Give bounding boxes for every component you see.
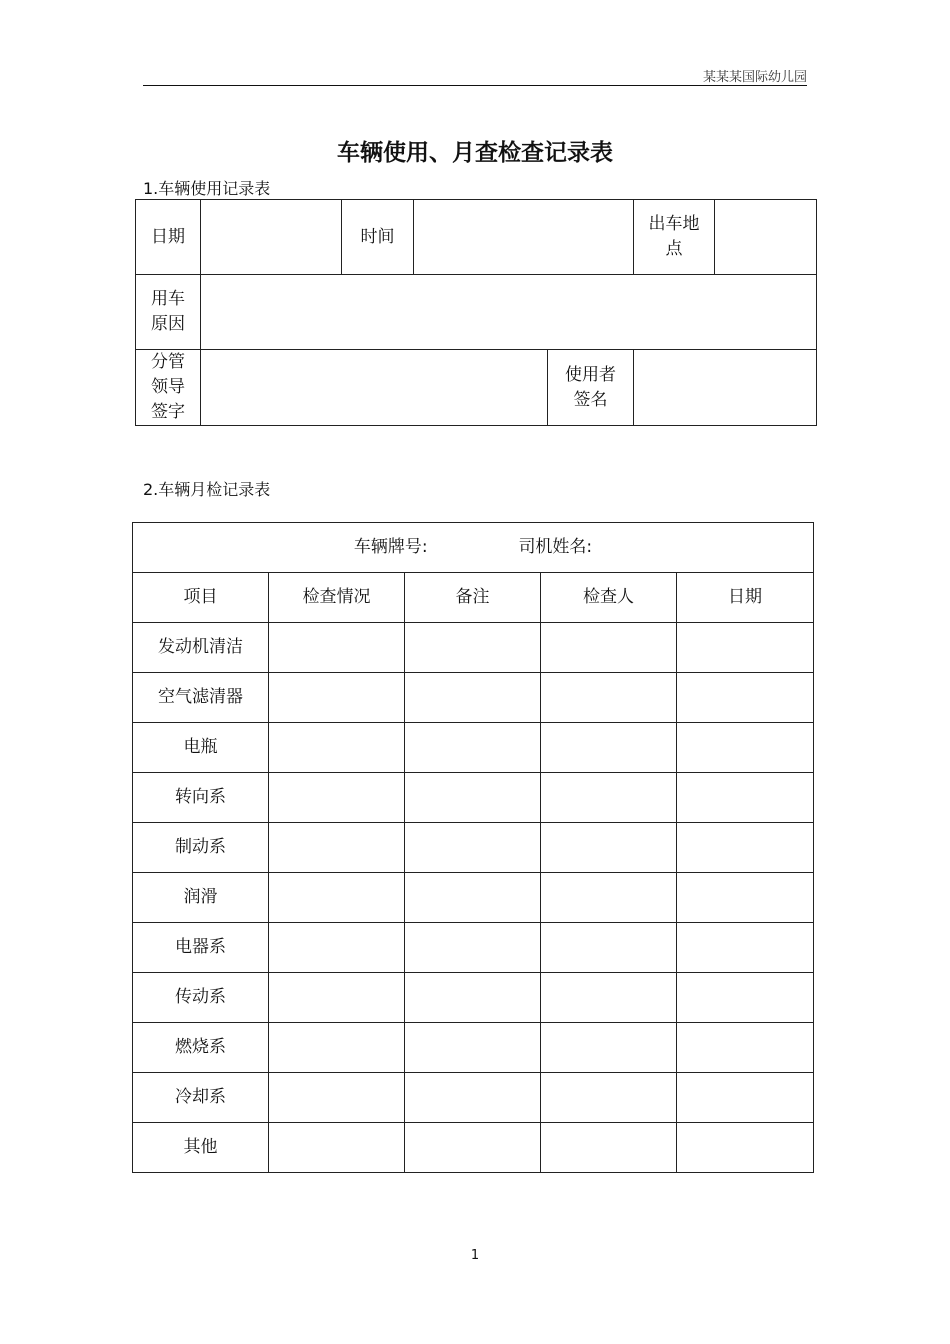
check-item-label: 转向系 <box>133 773 269 823</box>
usage-record-table <box>135 199 817 426</box>
date-field[interactable] <box>201 200 342 275</box>
check-item-label: 其他 <box>133 1123 269 1173</box>
entry-cell[interactable] <box>677 973 814 1023</box>
table-row <box>133 673 814 723</box>
entry-cell[interactable] <box>405 1023 541 1073</box>
column-header: 检查情况 <box>269 573 405 623</box>
organization-name: 某某某国际幼儿园 <box>702 70 807 85</box>
entry-cell[interactable] <box>677 723 814 773</box>
entry-cell[interactable] <box>541 973 677 1023</box>
entry-cell[interactable] <box>541 923 677 973</box>
user-sign-field[interactable] <box>634 350 817 426</box>
entry-cell[interactable] <box>541 723 677 773</box>
entry-cell[interactable] <box>541 1123 677 1173</box>
table-header-row <box>133 573 814 623</box>
table-row <box>133 823 814 873</box>
entry-cell[interactable] <box>405 873 541 923</box>
usage-section-title: 1.车辆使用记录表 <box>143 179 271 198</box>
entry-cell[interactable] <box>677 623 814 673</box>
entry-cell[interactable] <box>541 623 677 673</box>
entry-cell[interactable] <box>269 623 405 673</box>
reason-label: 用车原因 <box>136 275 201 350</box>
entry-cell[interactable] <box>269 973 405 1023</box>
entry-cell[interactable] <box>269 723 405 773</box>
entry-cell[interactable] <box>405 673 541 723</box>
column-header: 备注 <box>405 573 541 623</box>
entry-cell[interactable] <box>677 673 814 723</box>
leader-sign-field[interactable] <box>201 350 548 426</box>
entry-cell[interactable] <box>677 923 814 973</box>
entry-cell[interactable] <box>269 1073 405 1123</box>
entry-cell[interactable] <box>677 1023 814 1073</box>
table-row <box>133 723 814 773</box>
entry-cell[interactable] <box>269 773 405 823</box>
table-row <box>133 1023 814 1073</box>
entry-cell[interactable] <box>269 1023 405 1073</box>
entry-cell[interactable] <box>677 773 814 823</box>
entry-cell[interactable] <box>269 823 405 873</box>
entry-cell[interactable] <box>541 1023 677 1073</box>
entry-cell[interactable] <box>677 1123 814 1173</box>
date-label: 日期 <box>136 200 201 275</box>
table-row <box>133 923 814 973</box>
entry-cell[interactable] <box>541 1073 677 1123</box>
monthly-check-table <box>132 522 814 1173</box>
entry-cell[interactable] <box>405 773 541 823</box>
column-header: 项目 <box>133 573 269 623</box>
entry-cell[interactable] <box>405 973 541 1023</box>
check-item-label: 润滑 <box>133 873 269 923</box>
table-row <box>133 973 814 1023</box>
entry-cell[interactable] <box>269 923 405 973</box>
plate-label: 车辆牌号: <box>353 537 428 557</box>
entry-cell[interactable] <box>677 1073 814 1123</box>
entry-cell[interactable] <box>405 1073 541 1123</box>
check-item-label: 冷却系 <box>133 1073 269 1123</box>
entry-cell[interactable] <box>541 823 677 873</box>
check-item-label: 传动系 <box>133 973 269 1023</box>
column-header: 检查人 <box>541 573 677 623</box>
time-field[interactable] <box>414 200 634 275</box>
page-number: 1 <box>470 1248 480 1263</box>
entry-cell[interactable] <box>541 673 677 723</box>
check-item-label: 空气滤清器 <box>133 673 269 723</box>
table-row <box>133 873 814 923</box>
entry-cell[interactable] <box>405 1123 541 1173</box>
table-row <box>133 1123 814 1173</box>
check-item-label: 燃烧系 <box>133 1023 269 1073</box>
entry-cell[interactable] <box>269 673 405 723</box>
entry-cell[interactable] <box>405 623 541 673</box>
entry-cell[interactable] <box>405 823 541 873</box>
check-item-label: 电瓶 <box>133 723 269 773</box>
table-row <box>133 773 814 823</box>
entry-cell[interactable] <box>405 923 541 973</box>
vehicle-info-row <box>133 523 814 573</box>
entry-cell[interactable] <box>541 773 677 823</box>
location-field[interactable] <box>715 200 817 275</box>
table-row <box>133 1073 814 1123</box>
entry-cell[interactable] <box>677 823 814 873</box>
user-sign-label: 使用者签名 <box>548 350 634 426</box>
entry-cell[interactable] <box>541 873 677 923</box>
header-rule <box>143 85 807 86</box>
location-label: 出车地点 <box>634 200 715 275</box>
entry-cell[interactable] <box>269 873 405 923</box>
page-title: 车辆使用、月查检查记录表 <box>337 140 613 166</box>
leader-sign-label: 分管领导签字 <box>136 350 201 426</box>
entry-cell[interactable] <box>405 723 541 773</box>
entry-cell[interactable] <box>677 873 814 923</box>
reason-field[interactable] <box>201 275 817 350</box>
check-item-label: 电器系 <box>133 923 269 973</box>
check-item-label: 制动系 <box>133 823 269 873</box>
driver-label: 司机姓名: <box>518 537 593 557</box>
check-item-label: 发动机清洁 <box>133 623 269 673</box>
monthly-section-title: 2.车辆月检记录表 <box>143 480 271 499</box>
column-header: 日期 <box>677 573 814 623</box>
entry-cell[interactable] <box>269 1123 405 1173</box>
table-row <box>133 623 814 673</box>
time-label: 时间 <box>342 200 414 275</box>
